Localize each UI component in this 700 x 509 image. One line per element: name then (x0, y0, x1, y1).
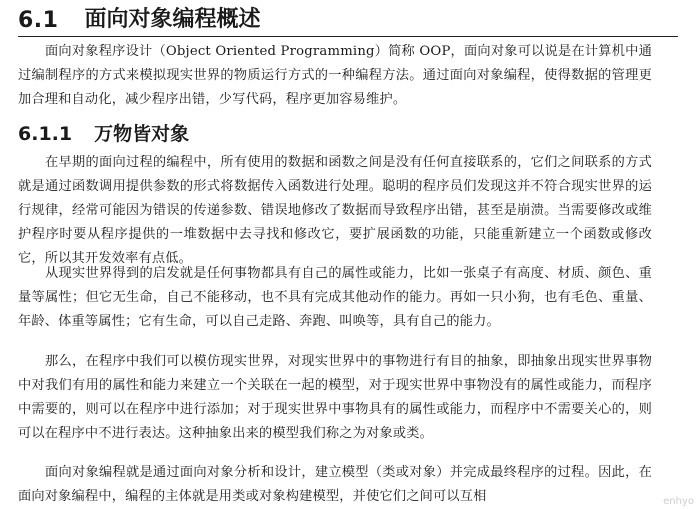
body-paragraph-4: 面向对象编程就是通过面向对象分析和设计，建立模型（类或对象）并完成最终程序的过程。因此，在面向对象编程中，编程的主体就是用类或对象构建模型，并使它们之间可以互相 (18, 465, 652, 504)
body-paragraph-2: 从现实世界得到的启发就是任何事物都具有自己的属性或能力，比如一张桌子有高度、材质、颜色、重量等属性；但它无生命，自己不能移动，也不具有完成其他动作的能力。再如一只小狗，也有毛色、重量、年龄、体重等属性；它有生命，可以自己走路、奔跑、叫唤等，具有自己的能力。 (18, 266, 652, 329)
section-heading (18, 2, 678, 37)
body-paragraph-3: 那么，在程序中我们可以模仿现实世界，对现实世界中的事物进行有目的抽象，即抽象出现实世界事物中对我们有用的属性和能力来建立一个关联在一起的模型，对于现实世界中事物没有的属性或能力，而程序中需要的，则可以在程序中进行添加；对于现实世界中事物具有的属性或能力，而程序中不需要关心的，则可以在程序中不进行表达。这种抽象出来的模型我们称之为对象或类。 (18, 354, 652, 441)
section-title: 面向对象编程概述 (84, 7, 261, 32)
section-number: 6.1 (18, 8, 59, 33)
subsection-number: 6.1.1 (18, 123, 73, 145)
subsection-heading (18, 119, 189, 146)
watermark: enhyo (663, 496, 694, 507)
intro-paragraph: 面向对象程序设计（Object Oriented Programming）简称 OOP，面向对象可以说是在计算机中通过编制程序的方式来模拟现实世界的物质运行方式的一种编程方法。通过面向对象编程，使得数据的管理更加合理和自动化，减少程序出错，少写代码，程序更加容易维护。 (18, 44, 652, 107)
body-paragraph-1: 在早期的面向过程的编程中，所有使用的数据和函数之间是没有任何直接联系的，它们之间联系的方式就是通过函数调用提供参数的形式将数据传入函数进行处理。聪明的程序员们发现这并不符合现实世界的运行规律，经常可能因为错误的传递参数、错误地修改了数据而导致程序出错，甚至是崩溃。当需要修改或维护程序时要从程序提供的一堆数据中去寻找和修改它，要扩展函数的功能，只能重新建立一个函数或修改它，所以其开发效率有点低。 (18, 155, 652, 266)
subsection-title: 万物皆对象 (94, 123, 190, 145)
